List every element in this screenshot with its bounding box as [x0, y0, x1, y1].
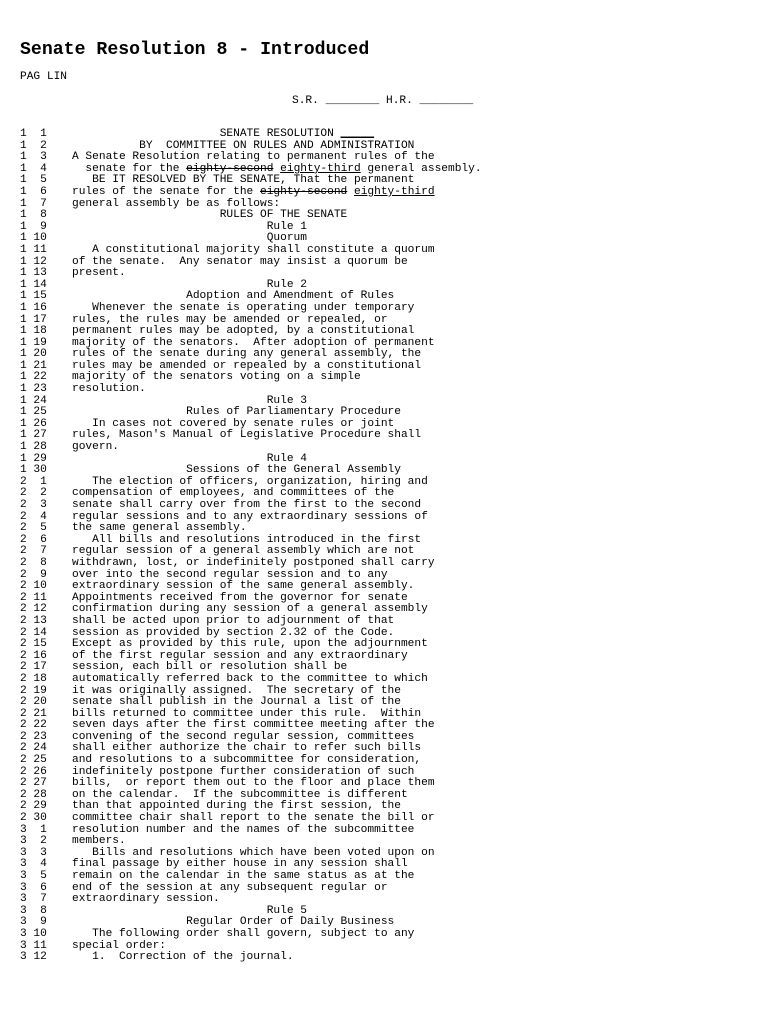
line-number: 2 2 [20, 487, 47, 500]
inserted-text: eighty-third [353, 185, 435, 198]
line-text: BE IT RESOLVED BY THE SENATE, That the permanent [72, 174, 415, 187]
line-number: 3 9 [20, 916, 47, 929]
line-text: than that appointed during the first session, the [72, 800, 401, 813]
line-number: 1 29 [20, 452, 47, 465]
line-number: 2 12 [20, 603, 47, 616]
line-text: regular sessions and to any extraordinary sessions of [72, 510, 428, 523]
line-number: 2 1 [20, 475, 47, 488]
bill-line [20, 825, 760, 837]
line-number: 2 23 [20, 730, 47, 743]
line-text: on the calendar. If the subcommittee is different [72, 788, 408, 801]
line-number: 1 2 [20, 139, 47, 152]
line-number: 1 15 [20, 290, 47, 303]
line-number: 3 8 [20, 904, 47, 917]
struck-text: eighty-second [259, 185, 348, 198]
line-text: Adoption and Amendment of Rules [72, 290, 395, 303]
line-text: resolution number and the names of the subcommittee [72, 823, 415, 836]
line-number: 2 7 [20, 545, 47, 558]
line-number: 2 28 [20, 788, 47, 801]
line-text: Rules of Parliamentary Procedure [72, 406, 401, 419]
line-text [347, 186, 354, 198]
line-number: 2 24 [20, 742, 47, 755]
line-text: rules, Mason's Manual of Legislative Procedure shall [72, 429, 422, 442]
line-number: 1 27 [20, 429, 47, 442]
line-number: 1 6 [20, 185, 47, 198]
line-number: 1 21 [20, 359, 47, 372]
line-number: 3 2 [20, 835, 47, 848]
line-text: rules, the rules may be amended or repealed, or [72, 313, 388, 326]
line-number: 3 4 [20, 858, 47, 871]
line-number: 1 28 [20, 441, 47, 454]
line-number: 2 4 [20, 510, 47, 523]
line-text: RULES OF THE SENATE [72, 209, 348, 222]
line-number: 2 21 [20, 707, 47, 720]
line-text: Whenever the senate is operating under temporary [72, 301, 415, 314]
struck-text: eighty-second [186, 162, 274, 175]
bill-line [20, 952, 760, 964]
line-text: All bills and resolutions introduced in the first [72, 533, 422, 546]
line-number: 1 13 [20, 267, 47, 280]
line-text: end of the session at any subsequent regular or [72, 881, 388, 894]
line-text: it was originally assigned. The secretary of the [72, 684, 401, 697]
line-text: Appointments received from the governor for senate [72, 591, 408, 604]
line-number: 2 27 [20, 777, 47, 790]
line-text: Rule 2 [72, 278, 307, 291]
line-text: session, each bill or resolution shall be [72, 661, 348, 674]
line-text: convening of the second regular session, committees [72, 730, 415, 743]
line-number: 3 7 [20, 893, 47, 906]
line-number: 1 22 [20, 371, 47, 384]
line-text: The election of officers, organization, hiring and [72, 475, 428, 488]
inserted-text: eighty-third [280, 162, 361, 175]
line-number: 2 6 [20, 533, 47, 546]
line-text: confirmation during any session of a general assembly [72, 603, 428, 616]
line-number: 1 12 [20, 255, 47, 268]
line-number: 3 5 [20, 870, 47, 882]
line-number: 2 15 [20, 638, 47, 651]
line-number: 1 19 [20, 336, 47, 349]
line-text: of the first regular session and any extraordinary [72, 649, 408, 662]
line-number: 2 25 [20, 754, 47, 767]
line-number: 2 17 [20, 661, 47, 674]
line-number: 2 9 [20, 568, 47, 581]
line-text: remain on the calendar in the same status as at the [72, 870, 415, 882]
line-number: 1 25 [20, 406, 47, 419]
line-number: 2 16 [20, 649, 47, 662]
line-text: automatically referred back to the committee to which [72, 672, 428, 685]
line-number: 2 8 [20, 556, 47, 569]
line-number: 3 6 [20, 881, 47, 894]
line-text: Rule 1 [72, 220, 307, 233]
line-number: 3 11 [20, 939, 47, 952]
line-text: Quorum [72, 232, 307, 245]
line-text: Except as provided by this rule, upon the adjournment [72, 638, 428, 651]
line-number: 1 3 [20, 151, 47, 164]
line-text: A Senate Resolution relating to permanent rules of the [72, 151, 435, 164]
line-text: In cases not covered by senate rules or joint [72, 417, 395, 430]
line-number: 2 30 [20, 812, 47, 825]
line-number: 1 14 [20, 278, 47, 291]
line-number: 2 3 [20, 499, 47, 511]
line-text: extraordinary session. [72, 893, 220, 906]
line-text: Rule 5 [72, 904, 307, 917]
line-text: SENATE RESOLUTION [72, 128, 341, 140]
line-number: 1 11 [20, 243, 47, 256]
line-number: 2 13 [20, 614, 47, 627]
line-number: 2 14 [20, 626, 47, 639]
line-text: shall either authorize the chair to refer such bills [72, 742, 422, 755]
line-number: 1 24 [20, 394, 47, 407]
line-number: 2 11 [20, 591, 47, 604]
line-number: 3 1 [20, 823, 47, 836]
line-number: 2 10 [20, 580, 47, 593]
line-number: 1 7 [20, 197, 47, 210]
line-text: rules of the senate for the [72, 185, 260, 198]
line-number: 2 29 [20, 800, 47, 813]
line-text: majority of the senators voting on a simple [72, 371, 361, 384]
line-number: 1 16 [20, 301, 47, 314]
line-text: The following order shall govern, subject to any [72, 927, 415, 940]
line-text: Rule 4 [72, 452, 307, 465]
line-number: 2 20 [20, 696, 47, 709]
line-number: 2 18 [20, 672, 47, 685]
line-text: Rule 3 [72, 394, 307, 407]
line-number: 1 23 [20, 383, 47, 396]
line-number: 1 26 [20, 417, 47, 430]
line-number: 2 19 [20, 684, 47, 697]
bill-text-body [20, 129, 760, 964]
line-number: 3 3 [20, 846, 47, 859]
line-number: 1 30 [20, 464, 47, 477]
line-text: senate shall carry over from the first to the second [72, 499, 422, 511]
line-number: 3 12 [20, 951, 47, 964]
line-text: majority of the senators. After adoption of permanent [72, 336, 435, 349]
line-text: resolution. [72, 383, 146, 396]
line-text: regular session of a general assembly which are not [72, 545, 415, 558]
line-text: rules may be amended or repealed by a constitutional [72, 359, 422, 372]
line-text: session as provided by section 2.32 of the Code. [72, 626, 395, 639]
line-text: withdrawn, lost, or indefinitely postponed shall carry [72, 556, 435, 569]
line-text: final passage by either house in any session shall [72, 858, 408, 871]
line-number: 1 1 [20, 128, 47, 140]
line-text: rules of the senate during any general assembly, the [72, 348, 422, 361]
inserted-text: _____ [340, 128, 375, 140]
line-text: the same general assembly. [72, 522, 247, 535]
line-text: BY COMMITTEE ON RULES AND ADMINISTRATION [72, 139, 415, 152]
line-number: 1 8 [20, 209, 47, 222]
line-number: 2 22 [20, 719, 47, 732]
line-text: seven days after the first committee meeting after the [72, 719, 435, 732]
line-number: 2 26 [20, 765, 47, 778]
line-number: 2 5 [20, 522, 47, 535]
line-number: 1 4 [20, 162, 47, 175]
line-number: 1 20 [20, 348, 47, 361]
line-text: indefinitely postpone further consideration of such [72, 765, 415, 778]
line-text: Sessions of the General Assembly [72, 464, 401, 477]
line-text: committee chair shall report to the senate the bill or [72, 812, 435, 825]
bill-line [20, 430, 760, 442]
line-number: 1 10 [20, 232, 47, 245]
line-text: present. [72, 267, 126, 280]
page-title: Senate Resolution 8 - Introduced [20, 40, 370, 60]
line-text: govern. [72, 441, 119, 454]
line-text: and resolutions to a subcommittee for consideration, [72, 754, 422, 767]
page-line-header: PAG LIN [20, 71, 67, 83]
line-text: shall be acted upon prior to adjournment of that [72, 614, 395, 627]
line-text: of the senate. Any senator may insist a quorum be [72, 255, 408, 268]
line-text: 1. Correction of the journal. [72, 951, 294, 964]
line-text: bills returned to committee under this rule. Within [72, 707, 422, 720]
line-number: 1 18 [20, 325, 47, 338]
line-text: Regular Order of Daily Business [72, 916, 395, 929]
line-number: 1 5 [20, 174, 47, 187]
line-text: over into the second regular session and to any [72, 568, 388, 581]
line-text: Bills and resolutions which have been voted upon on [72, 846, 435, 859]
resolution-number-fields: S.R. ________ H.R. ________ [292, 95, 474, 107]
line-text: special order: [72, 939, 166, 952]
line-text: general assembly be as follows: [72, 197, 281, 210]
line-text: members. [72, 835, 126, 848]
line-number: 1 17 [20, 313, 47, 326]
line-text: compensation of employees, and committees of the [72, 487, 395, 500]
line-text: senate shall publish in the Journal a list of the [72, 696, 401, 709]
line-text: A constitutional majority shall constitute a quorum [72, 243, 435, 256]
line-number: 1 9 [20, 220, 47, 233]
bill-line [20, 257, 760, 269]
line-text: general assembly. [360, 162, 482, 175]
line-number: 3 10 [20, 927, 47, 940]
line-text: extraordinary session of the same general assembly. [72, 580, 415, 593]
line-text: senate for the [72, 162, 187, 175]
line-text: permanent rules may be adopted, by a constitutional [72, 325, 415, 338]
line-text: bills, or report them out to the floor and place them [72, 777, 435, 790]
